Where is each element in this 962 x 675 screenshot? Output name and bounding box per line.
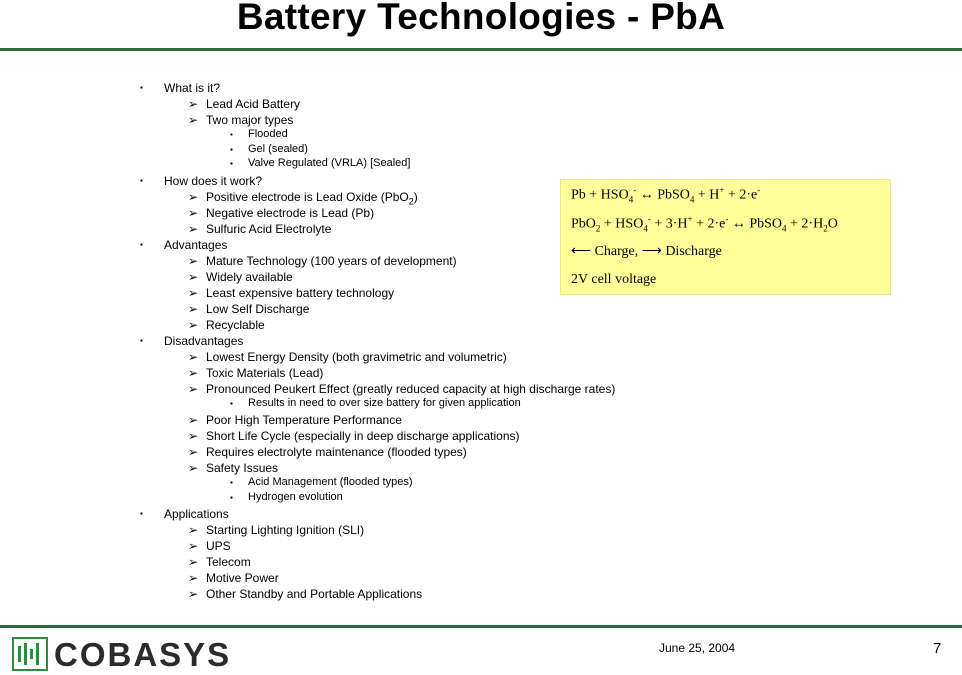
list-item: Lead Acid Battery xyxy=(206,97,301,111)
sub-list-item: Valve Regulated (VRLA) [Sealed] xyxy=(248,157,411,169)
arrow-bullet-icon: ➢ xyxy=(188,97,199,111)
list-item: Widely available xyxy=(206,269,293,284)
charge-direction-note: ⟵ Charge, ⟶ Discharge xyxy=(571,244,722,259)
cobasys-logo-icon xyxy=(12,637,48,671)
arrow-bullet-icon: ➢ xyxy=(188,285,199,300)
cobasys-logo-text: COBASYS xyxy=(54,636,232,673)
arrow-bullet-icon: ➢ xyxy=(188,317,199,332)
sub-list-item: Results in need to over size battery for given application xyxy=(248,396,521,409)
section-heading: What is it? xyxy=(164,81,221,95)
section-heading: How does it work? xyxy=(164,173,263,188)
section-heading: Disadvantages xyxy=(164,333,244,348)
list-item: UPS xyxy=(206,539,231,553)
square-bullet-icon: ▪ xyxy=(140,83,143,92)
list-item: Mature Technology (100 years of development) xyxy=(206,253,457,268)
top-divider xyxy=(0,48,962,51)
list-item: Poor High Temperature Performance xyxy=(206,413,402,427)
sub-list-item: Hydrogen evolution xyxy=(248,490,343,503)
list-item: Short Life Cycle (especially in deep discharge applications) xyxy=(206,429,520,443)
equation-discharge-positive: $PbO_2 + HSO_4^- + 3\cdot H^+ + 2\cdot e^-$ ↔ PbSO$_4$ + $2\cdot H_2O$ xyxy=(571,214,838,234)
list-item: Recyclable xyxy=(206,317,265,332)
list-item: Telecom xyxy=(206,555,251,569)
arrow-bullet-icon: ➢ xyxy=(188,301,199,316)
arrow-bullet-icon: ➢ xyxy=(188,349,199,364)
arrow-bullet-icon: ➢ xyxy=(188,253,199,268)
list-item: Starting Lighting Ignition (SLI) xyxy=(206,523,365,537)
equation-discharge-negative: $Pb + HSO_4^-$ ↔ PbSO$_4$ + H+ + 2·e- xyxy=(571,185,761,205)
arrow-bullet-icon: ➢ xyxy=(188,205,199,220)
list-item: Pronounced Peukert Effect (greatly reduced capacity at high discharge rates) xyxy=(206,381,616,396)
arrow-bullet-icon: ➢ xyxy=(188,189,199,204)
arrow-bullet-icon: ➢ xyxy=(188,461,199,475)
arrow-bullet-icon: ➢ xyxy=(188,523,199,537)
list-item: Negative electrode is Lead (Pb) xyxy=(206,205,375,220)
square-bullet-icon: ▪ xyxy=(140,509,143,518)
arrow-bullet-icon: ➢ xyxy=(188,413,199,427)
list-item: Motive Power xyxy=(206,571,279,585)
square-bullet-icon: ▪ xyxy=(230,478,233,487)
square-bullet-icon: ▪ xyxy=(230,130,233,139)
list-item: Toxic Materials (Lead) xyxy=(206,365,324,380)
sub-list-item: Gel (sealed) xyxy=(248,142,308,155)
section-heading: Applications xyxy=(164,507,229,521)
arrow-bullet-icon: ➢ xyxy=(188,571,199,585)
list-item: Safety Issues xyxy=(206,461,279,475)
list-item: Two major types xyxy=(206,113,294,127)
bottom-divider xyxy=(0,625,962,628)
square-bullet-icon: ▪ xyxy=(140,175,143,185)
arrow-bullet-icon: ➢ xyxy=(188,381,199,396)
list-item: Lowest Energy Density (both gravimetric and volumetric) xyxy=(206,349,507,364)
arrow-bullet-icon: ➢ xyxy=(188,221,199,236)
footer-date: June 25, 2004 xyxy=(659,641,736,655)
cell-voltage-note: 2V cell voltage xyxy=(571,272,657,287)
list-item: Sulfuric Acid Electrolyte xyxy=(206,221,332,236)
arrow-bullet-icon: ➢ xyxy=(188,539,199,553)
arrow-bullet-icon: ➢ xyxy=(188,113,199,127)
square-bullet-icon: ▪ xyxy=(230,159,233,168)
arrow-bullet-icon: ➢ xyxy=(188,365,199,380)
square-bullet-icon: ▪ xyxy=(140,239,143,249)
list-item: Requires electrolyte maintenance (flooded types) xyxy=(206,445,467,459)
arrow-bullet-icon: ➢ xyxy=(188,429,199,443)
arrow-bullet-icon: ➢ xyxy=(188,555,199,569)
list-item: Positive electrode is Lead Oxide (PbO$_2$) xyxy=(206,189,418,206)
square-bullet-icon: ▪ xyxy=(230,144,233,154)
sub-list-item: Acid Management (flooded types) xyxy=(248,476,413,488)
list-item: Low Self Discharge xyxy=(206,301,310,316)
arrow-bullet-icon: ➢ xyxy=(188,587,199,601)
sub-list-item: Flooded xyxy=(248,128,288,140)
section-heading: Advantages xyxy=(164,237,228,252)
square-bullet-icon: ▪ xyxy=(230,492,233,502)
page-number: 7 xyxy=(933,640,942,657)
list-item: Least expensive battery technology xyxy=(206,285,395,300)
square-bullet-icon: ▪ xyxy=(140,335,143,345)
list-item: Other Standby and Portable Applications xyxy=(206,587,423,601)
arrow-bullet-icon: ➢ xyxy=(188,269,199,284)
equation-box xyxy=(560,179,891,295)
slide-title: Battery Technologies - PbA xyxy=(236,0,726,37)
arrow-bullet-icon: ➢ xyxy=(188,445,199,459)
square-bullet-icon: ▪ xyxy=(230,398,233,408)
